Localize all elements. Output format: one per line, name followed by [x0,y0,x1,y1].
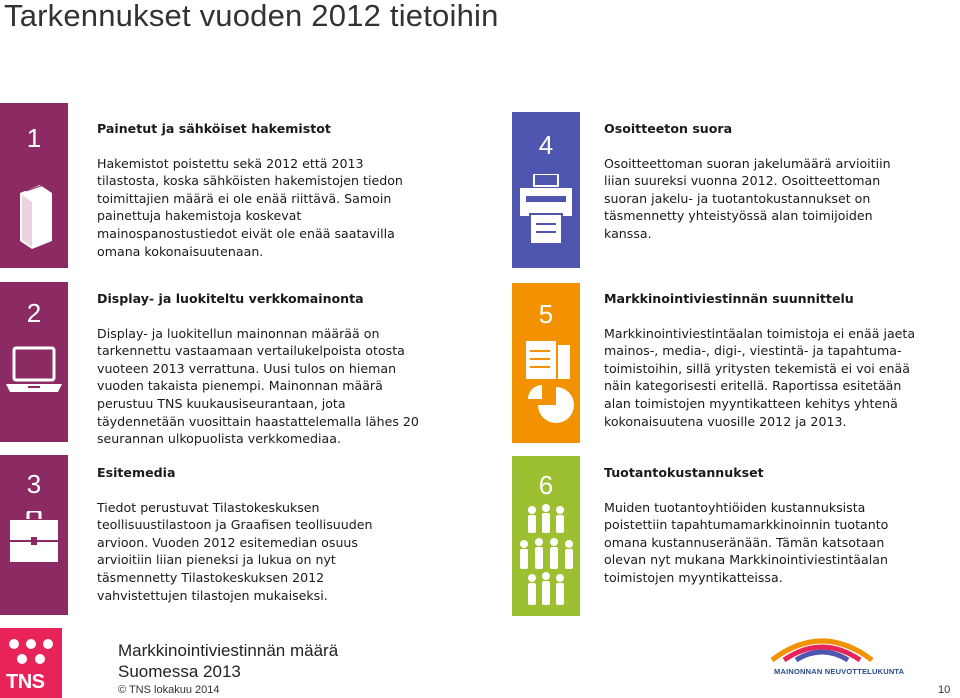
text-line: seurannan ulkopuolista verkkomediaa. [97,431,341,447]
text-line: arvioitiin liian pieneksi ja lukua on nyt [97,552,336,568]
section-1-number: 1 [26,123,42,153]
documents-chart-icon [512,341,580,446]
partner-logo-text: MAINONNAN NEUVOTTELUKUNTA [774,667,905,676]
text-line: Display- ja luokitellun mainonnan määrää on [97,325,380,341]
text-line: kokonaisuutena vuosille 2012 ja 2013. [604,413,847,429]
text-line: täsmennetty Tilastokeskuksen 2012 [97,569,325,585]
text-line: arvioon. Vuoden 2012 esitemedian osuus [97,534,358,550]
section-6-tile [512,456,580,616]
section-2-number: 2 [26,298,42,328]
report-title [118,640,338,682]
text-line: tilastosta, koska sähköisten hakemistojen tiedon [97,173,403,189]
text-line: painettuja hakemistoja koskevat [97,208,302,224]
section-2-text [97,290,419,448]
section-1-heading: Painetut ja sähköiset hakemistot [97,121,331,136]
briefcase-icon [0,511,68,572]
report-title-line-1: Markkinointiviestinnän määrä [118,641,339,660]
tns-logo-mark [0,628,62,672]
section-4-heading: Osoitteeton suora [604,121,733,136]
text-line: mainos-, media-, digi-, viestintä- ja tapahtuma- [604,343,902,359]
text-line: Muiden tuotantoyhtiöiden kustannuksista [604,499,866,515]
section-2-tile [0,282,68,442]
text-line: Markkinointiviestintäalan toimistoja ei enää jaeta [604,325,916,341]
section-5-tile [512,283,580,443]
section-3-tile [0,455,68,615]
text-line: suoran jakelu- ja tuotantokustannukset on [604,190,871,206]
text-line: toimittajien määrä ei ole enää riittävä. Samoin [97,190,392,206]
text-line: Hakemistot poistettu sekä 2012 että 2013 [97,155,364,171]
text-line: vuoteen 2013 verrattuna. Uusi tulos on hieman [97,360,397,376]
section-6-heading: Tuotantokustannukset [604,465,764,480]
text-line: näin kategorisesti eritellä. Raportissa esitetään [604,378,902,394]
text-line: omana kokonaisuutenaan. [97,243,264,259]
text-line: liian suureksi vuonna 2012. Osoitteettoman [604,173,881,189]
page-title: Tarkennukset vuoden 2012 tietoihin [4,0,499,33]
text-line: tarkennettu vastaamaan vertailukelpoista otosta [97,343,405,359]
report-title-line-2: Suomessa 2013 [118,662,241,681]
people-icon [512,504,580,619]
text-line: perustuu TNS kuukausiseurantaan, jota [97,395,346,411]
text-line: täydennetään vuosittain haastattelemalla lähes 20 [97,413,419,429]
section-3-text [97,464,372,604]
printer-icon [512,174,580,259]
text-line: vahvistettujen tilastojen mukaiseksi. [97,587,328,603]
text-line: olevan nyt mukana Markkinointiviestintäalan [604,552,888,568]
tns-logo [0,628,62,698]
section-3-number: 3 [26,469,42,499]
section-5-text [604,290,915,430]
text-line: toimistoihin, sillä yritysten tekemistä ei voi enää [604,360,910,376]
text-line: mainospanostustiedot eivät ole enää saatavilla [97,225,395,241]
section-4-number: 4 [538,130,554,160]
section-1-tile [0,103,68,268]
text-line: teollisuustilastoon ja Graafisen teollisuuden [97,517,373,533]
text-line: Tiedot perustuvat Tilastokeskuksen [97,499,320,515]
mainonnan-neuvottelukunta-logo [762,630,882,664]
section-6-text [604,464,888,587]
section-5-number: 5 [538,299,554,329]
page-number: 10 [938,684,951,696]
text-line: kanssa. [604,225,652,241]
text-line: omana kustannuseränään. Tämän katsotaan [604,534,885,550]
section-4-text [604,120,891,243]
book-icon [0,185,68,262]
section-5-heading: Markkinointiviestinnän suunnittelu [604,291,854,306]
section-1-text [97,120,403,260]
text-line: poistettiin tapahtumamarkkinoinnin tuotanto [604,517,889,533]
section-2-heading: Display- ja luokiteltu verkkomainonta [97,291,364,306]
section-3-heading: Esitemedia [97,465,176,480]
text-line: toimistojen myyntikatteissa. [604,569,783,585]
section-6-number: 6 [538,470,554,500]
text-line: alan toimistojen myyntikatteen kehitys yhtenä [604,395,898,411]
section-4-tile [512,112,580,268]
text-line: täsmennetty yhteistyössä alan toimijoiden [604,208,873,224]
laptop-icon [0,342,68,407]
tns-logo-text: TNS [6,671,45,693]
text-line: vuoden takaista pienempi. Mainonnan määrä [97,378,383,394]
text-line: Osoitteettoman suoran jakelumäärä arvioitiin [604,155,891,171]
copyright: © TNS lokakuu 2014 [118,684,220,696]
